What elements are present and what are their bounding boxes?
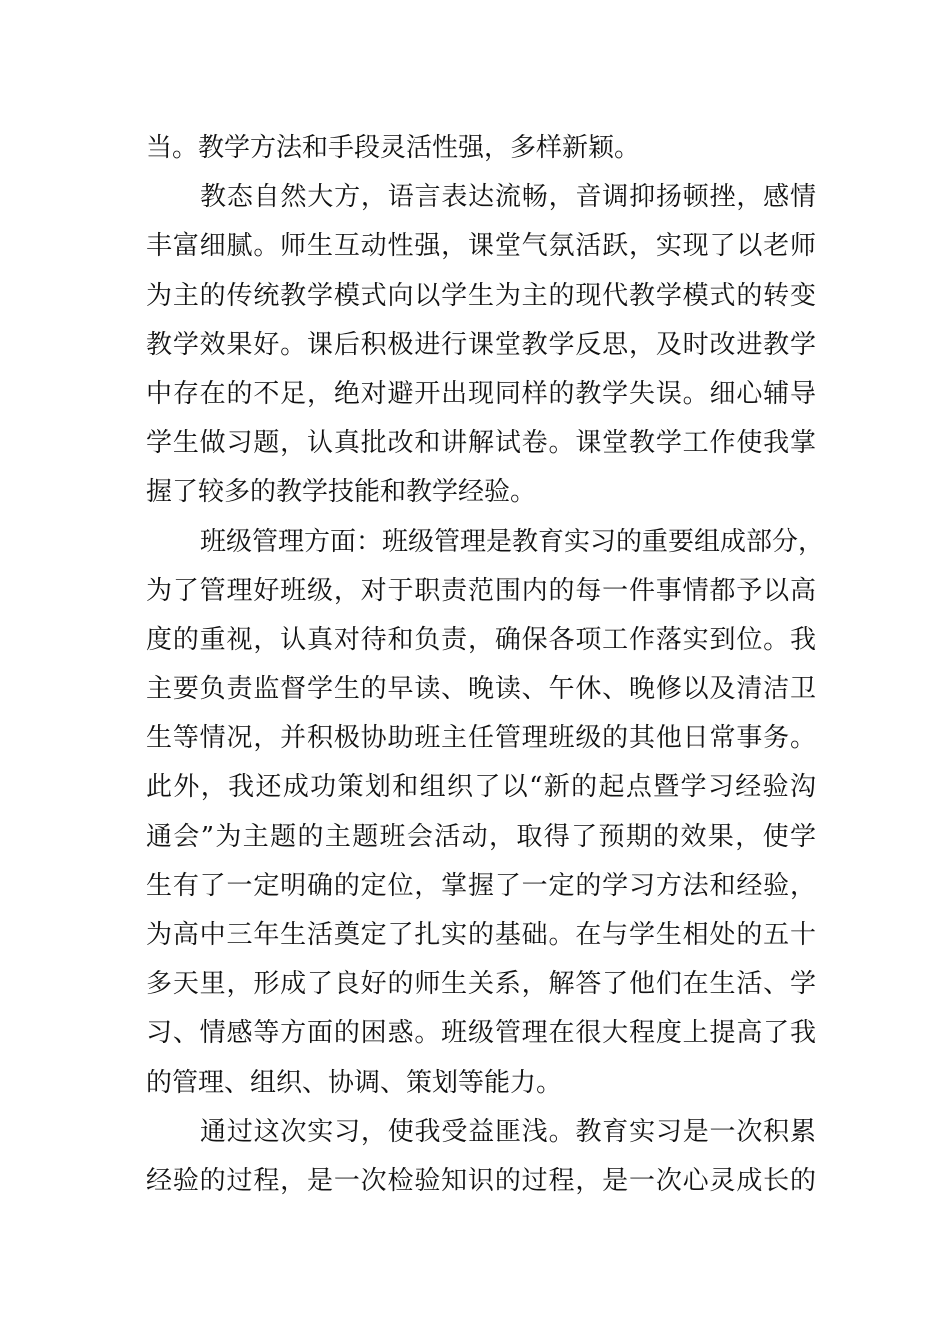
text-line: 生等情况，并积极协助班主任管理班级的其他日常事务。 [146, 723, 816, 754]
text-line: 的管理、组织、协调、策划等能力。 [146, 1067, 563, 1098]
text-line: 度的重视，认真对待和负责，确保各项工作落实到位。我 [146, 624, 816, 655]
text-line: 当。教学方法和手段灵活性强，多样新颖。 [146, 133, 641, 163]
text-line: 通会”为主题的主题班会活动，取得了预期的效果，使学 [146, 821, 816, 852]
text-line: 学生做习题，认真批改和讲解试卷。课堂教学工作使我掌 [146, 428, 816, 459]
text-line: 经验的过程，是一次检验知识的过程，是一次心灵成长的 [146, 1165, 816, 1196]
text-line: 习、情感等方面的困惑。班级管理在很大程度上提高了我 [146, 1018, 816, 1049]
text-line: 教学效果好。课后积极进行课堂教学反思，及时改进教学 [146, 329, 816, 360]
paragraph-first-line: 通过这次实习，使我受益匪浅。教育实习是一次积累 [200, 1116, 816, 1147]
text-line: 为了管理好班级，对于职责范围内的每一件事情都予以高 [146, 575, 816, 606]
text-line: 此外，我还成功策划和组织了以“新的起点暨学习经验沟 [146, 772, 816, 803]
text-line: 多天里，形成了良好的师生关系，解答了他们在生活、学 [146, 969, 816, 1000]
body-text [146, 124, 825, 1206]
paragraph-first-line: 班级管理方面：班级管理是教育实习的重要组成部分， [200, 526, 825, 557]
text-line: 丰富细腻。师生互动性强，课堂气氛活跃，实现了以老师 [146, 231, 816, 262]
text-line: 握了较多的教学技能和教学经验。 [146, 477, 537, 508]
paragraph-first-line: 教态自然大方，语言表达流畅，音调抑扬顿挫，感情 [200, 182, 816, 213]
text-line: 主要负责监督学生的早读、晚读、午休、晚修以及清洁卫 [146, 674, 816, 705]
text-line: 生有了一定明确的定位，掌握了一定的学习方法和经验， [146, 870, 816, 901]
text-line: 中存在的不足，绝对避开出现同样的教学失误。细心辅导 [146, 378, 816, 409]
text-line: 为主的传统教学模式向以学生为主的现代教学模式的转变 [146, 280, 816, 311]
text-line: 为高中三年生活奠定了扎实的基础。在与学生相处的五十 [146, 920, 816, 950]
